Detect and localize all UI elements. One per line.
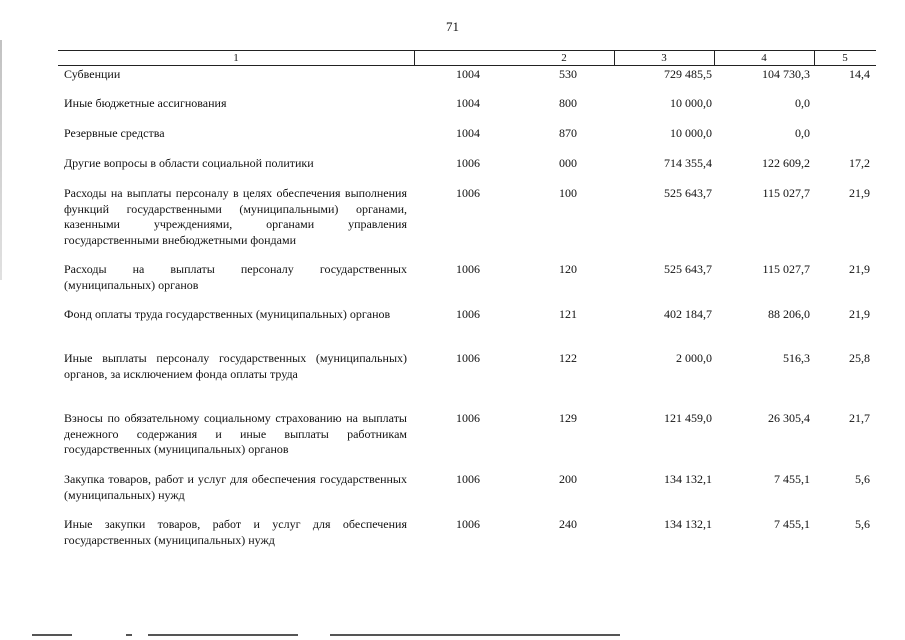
row-plan: 134 132,1	[664, 517, 712, 531]
row-actual: 122 609,2	[762, 156, 810, 170]
column-header-3: 3	[661, 52, 667, 64]
row-type: 121	[559, 307, 577, 321]
row-actual: 0,0	[795, 96, 810, 110]
row-section: 1006	[456, 156, 480, 170]
row-actual: 115 027,7	[762, 262, 810, 276]
row-actual: 7 455,1	[774, 472, 810, 486]
row-percent: 14,4	[849, 67, 870, 81]
row-name: Иные закупки товаров, работ и услуг для обеспечения государственных (муниципальных) нужд	[64, 517, 407, 547]
row-name: Другие вопросы в области социальной политики	[64, 156, 314, 170]
row-type: 100	[559, 186, 577, 200]
row-percent: 25,8	[849, 351, 870, 365]
row-type: 800	[559, 96, 577, 110]
scan-mark	[148, 634, 298, 636]
row-name: Фонд оплаты труда государственных (муниципальных) органов	[64, 307, 391, 321]
column-header-5: 5	[842, 52, 848, 64]
row-percent: 21,9	[849, 186, 870, 200]
row-section: 1006	[456, 517, 480, 531]
row-actual: 88 206,0	[768, 307, 810, 321]
row-plan: 121 459,0	[664, 411, 712, 425]
row-plan: 402 184,7	[664, 307, 712, 321]
scan-mark	[32, 634, 72, 636]
row-actual: 7 455,1	[774, 517, 810, 531]
row-section: 1006	[456, 186, 480, 200]
page-number: 71	[446, 19, 459, 34]
row-plan: 525 643,7	[664, 262, 712, 276]
row-plan: 134 132,1	[664, 472, 712, 486]
row-percent: 21,7	[849, 411, 870, 425]
column-header-4: 4	[761, 52, 767, 64]
row-section: 1006	[456, 307, 480, 321]
row-plan: 10 000,0	[670, 96, 712, 110]
row-section: 1004	[456, 126, 480, 140]
row-name: Иные бюджетные ассигнования	[64, 96, 227, 110]
row-section: 1006	[456, 262, 480, 276]
row-actual: 0,0	[795, 126, 810, 140]
row-plan: 2 000,0	[676, 351, 712, 365]
row-name: Закупка товаров, работ и услуг для обеспечения государственных (муниципальных) нужд	[64, 472, 407, 502]
row-section: 1006	[456, 351, 480, 365]
row-type: 200	[559, 472, 577, 486]
row-type: 129	[559, 411, 577, 425]
row-name: Иные выплаты персоналу государственных (муниципальных) органов, за исключением фонда оплаты труда	[64, 351, 407, 381]
row-actual: 104 730,3	[762, 67, 810, 81]
scan-mark	[126, 634, 132, 636]
row-name: Расходы на выплаты персоналу в целях обеспечения выполнения функций государственными (муниципальными) органами, казенными учреждениями, органами управления государственными внебюджетными фондами	[64, 186, 407, 247]
row-name: Резервные средства	[64, 126, 165, 140]
row-name: Расходы на выплаты персоналу государственных (муниципальных) органов	[64, 262, 407, 292]
scan-mark	[330, 634, 620, 636]
row-percent: 5,6	[855, 517, 870, 531]
row-type: 870	[559, 126, 577, 140]
row-plan: 525 643,7	[664, 186, 712, 200]
row-type: 000	[559, 156, 577, 170]
table-header	[58, 50, 876, 66]
row-type: 530	[559, 67, 577, 81]
row-percent: 21,9	[849, 307, 870, 321]
row-actual: 115 027,7	[762, 186, 810, 200]
row-type: 240	[559, 517, 577, 531]
row-plan: 729 485,5	[664, 67, 712, 81]
row-section: 1006	[456, 411, 480, 425]
row-section: 1006	[456, 472, 480, 486]
row-actual: 26 305,4	[768, 411, 810, 425]
row-section: 1004	[456, 96, 480, 110]
scan-bottom-marks	[30, 634, 670, 636]
row-plan: 10 000,0	[670, 126, 712, 140]
row-plan: 714 355,4	[664, 156, 712, 170]
row-type: 122	[559, 351, 577, 365]
row-percent: 17,2	[849, 156, 870, 170]
row-name: Субвенции	[64, 67, 121, 81]
column-header-1: 1	[233, 52, 239, 64]
row-percent: 5,6	[855, 472, 870, 486]
row-percent: 21,9	[849, 262, 870, 276]
scan-edge	[0, 40, 2, 280]
column-header-2: 2	[561, 52, 567, 64]
row-name: Взносы по обязательному социальному страхованию на выплаты денежного содержания и иные выплаты работникам государственных (муниципальных) органов	[64, 411, 407, 456]
row-actual: 516,3	[783, 351, 810, 365]
row-section: 1004	[456, 67, 480, 81]
row-type: 120	[559, 262, 577, 276]
